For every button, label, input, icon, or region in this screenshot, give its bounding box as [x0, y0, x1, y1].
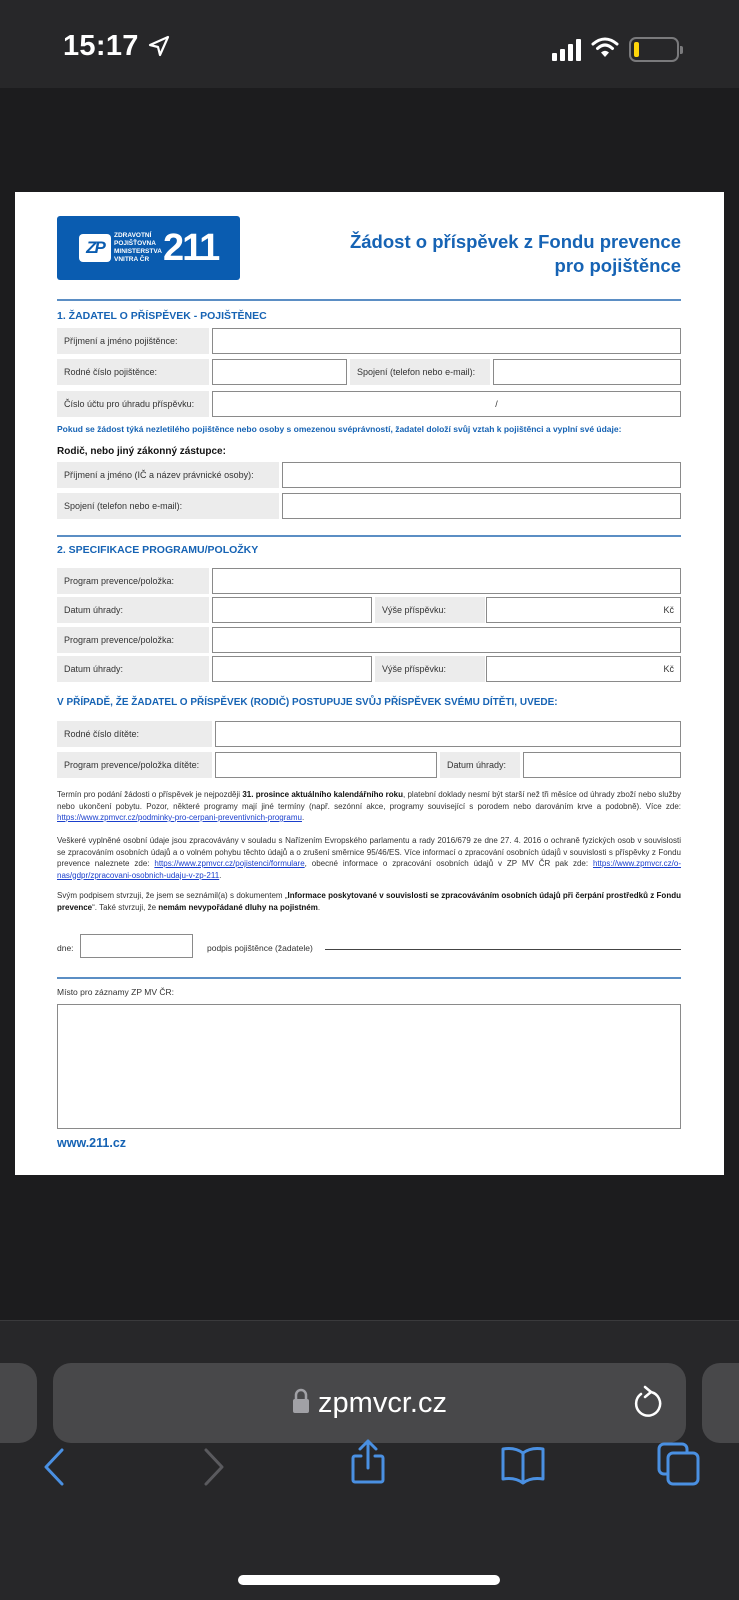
- lock-icon: [292, 1388, 310, 1419]
- programs-link[interactable]: https://www.zpmvcr.cz/podminky-pro-cerpani-preventivnich-programu: [57, 813, 302, 822]
- document-title: Žádost o příspěvek z Fondu prevence pro pojištěnce: [349, 231, 681, 276]
- address-bar[interactable]: [53, 1363, 686, 1443]
- divider: [57, 299, 681, 301]
- records-field[interactable]: [57, 1004, 681, 1129]
- forms-link[interactable]: https://www.zpmvcr.cz/pojistenci/formulare: [154, 859, 305, 868]
- child-program-label: Program prevence/položka dítěte:: [57, 752, 212, 778]
- next-tab-peek[interactable]: [702, 1363, 739, 1443]
- wifi-icon: [591, 36, 619, 63]
- bookmarks-icon[interactable]: [499, 1445, 547, 1490]
- contact-label: Spojení (telefon nebo e-mail):: [350, 359, 490, 385]
- child-birth-label: Rodné číslo dítěte:: [57, 721, 212, 747]
- guardian-note: Pokud se žádost týká nezletilého pojištěnce nebo osoby s omezenou svéprávností, žadatel doloží svůj vztah k pojištěnci a vyplní své údaje:: [57, 424, 622, 434]
- logo-text: ZDRAVOTNÍ POJIŠŤOVNA MINISTERSTVA VNITRA ČR: [114, 232, 162, 263]
- logo-number: 211: [163, 227, 219, 269]
- amount-label: Výše příspěvku:: [375, 597, 485, 623]
- date-label: dne:: [57, 943, 74, 953]
- birth-number-field[interactable]: [212, 359, 347, 385]
- footer-url[interactable]: www.211.cz: [57, 1136, 127, 1150]
- guardian-name-label: Příjmení a jméno (IČ a název právnické osoby):: [57, 462, 279, 488]
- gdpr-paragraph: Veškeré vyplněné osobní údaje jsou zpracovávány v souladu s Nařízením Evropského parlamentu a rady 2016/679 ze dne 27. 4. 2016 o ochraně fyzických osob v souvislosti se zpracováním osobních údajů a o volném pohybu těchto údajů a o zrušení směrnice 95/46/ES. Více informací o zpracování osobních údajů v souvislosti s příspěvky z Fondu prevence naleznete zde: https://www.zpmvcr.cz/pojistenci/formulare, obecné informace o zpracování osobních údajů v ZP MV ČR pak zde: https://www.zpmvcr.cz/o-nas/gdpr/zpracovani-osobnich-udaju-v-zp-211.: [57, 836, 681, 880]
- child-program-field[interactable]: [215, 752, 437, 778]
- zp-logo-mark: ZP: [79, 234, 111, 262]
- birth-number-label: Rodné číslo pojištěnce:: [57, 359, 209, 385]
- zp-logo: [57, 216, 240, 280]
- back-icon[interactable]: [42, 1447, 66, 1492]
- sign-date-field[interactable]: [80, 934, 193, 958]
- program-field[interactable]: [212, 627, 681, 653]
- previous-tab-peek[interactable]: [0, 1363, 37, 1443]
- child-birth-field[interactable]: [215, 721, 681, 747]
- account-field[interactable]: [212, 391, 681, 417]
- payment-date-field[interactable]: [212, 656, 372, 682]
- gdpr-link[interactable]: https://www.zpmvcr.cz/o-nas/gdpr/zpracovani-osobnich-udaju-v-zp-211: [57, 859, 681, 880]
- program-label: Program prevence/položka:: [57, 568, 209, 594]
- program-label: Program prevence/položka:: [57, 627, 209, 653]
- forward-icon[interactable]: [202, 1447, 226, 1492]
- currency-label: Kč: [663, 664, 674, 674]
- pdf-viewport[interactable]: [0, 88, 739, 1320]
- name-label: Příjmení a jméno pojištěnce:: [57, 328, 209, 354]
- signature-label: podpis pojištěnce (žadatele): [207, 943, 313, 953]
- deadline-paragraph: Termín pro podání žádosti o příspěvek je nejpozději 31. prosince aktuálního kalendářního roku, platební doklady nesmí být starší než tři měsíce od úhrady zboží nebo služby nebo ukončení pobytu. Pozor, některé programy mají jiné termíny (např. sezónní akce, programy související s porodem nebo darováním krve a podobně). Více zde: https://www.zpmvcr.cz/podminky-pro-cerpani-preventivnich-programu.: [57, 790, 681, 822]
- status-bar: [0, 0, 739, 88]
- divider: [57, 535, 681, 537]
- amount-field[interactable]: [486, 656, 681, 682]
- safari-toolbar: [0, 1320, 739, 1600]
- guardian-heading: Rodič, nebo jiný zákonný zástupce:: [57, 446, 226, 457]
- share-icon[interactable]: [349, 1438, 389, 1491]
- program-field[interactable]: [212, 568, 681, 594]
- location-arrow-icon: [148, 35, 170, 62]
- divider: [57, 977, 681, 979]
- payment-date-field[interactable]: [212, 597, 372, 623]
- currency-label: Kč: [663, 605, 674, 615]
- account-label: Číslo účtu pro úhradu příspěvku:: [57, 391, 209, 417]
- amount-field[interactable]: [486, 597, 681, 623]
- contact-field[interactable]: [493, 359, 681, 385]
- child-date-field[interactable]: [523, 752, 681, 778]
- section3-heading: V PŘÍPADĚ, ŽE ŽADATEL O PŘÍSPĚVEK (RODIČ) POSTUPUJE SVŮJ PŘÍSPĚVEK SVÉMU DÍTĚTI, UVEDE:: [57, 697, 558, 708]
- declaration-paragraph: Svým podpisem stvrzuji, že jsem se seznámil(a) s dokumentem „Informace poskytované v souvislosti se zpracováváním osobních údajů při čerpání prostředků z Fondu prevence“. Také stvrzuji, že nemám nevypořádané dluhy na pojistném.: [57, 891, 681, 912]
- payment-date-label: Datum úhrady:: [57, 597, 209, 623]
- account-separator: /: [495, 399, 498, 409]
- section1-heading: 1. ŽADATEL O PŘÍSPĚVEK - POJIŠTĚNEC: [57, 310, 267, 322]
- signature-line[interactable]: [325, 949, 681, 950]
- home-indicator[interactable]: [238, 1575, 500, 1585]
- status-time: 15:17: [63, 30, 139, 62]
- url-text: zpmvcr.cz: [318, 1386, 447, 1419]
- guardian-contact-label: Spojení (telefon nebo e-mail):: [57, 493, 279, 519]
- tabs-icon[interactable]: [656, 1441, 702, 1492]
- guardian-contact-field[interactable]: [282, 493, 681, 519]
- payment-date-label: Datum úhrady:: [57, 656, 209, 682]
- cellular-signal-icon: [552, 39, 581, 61]
- name-field[interactable]: [212, 328, 681, 354]
- guardian-name-field[interactable]: [282, 462, 681, 488]
- reload-icon[interactable]: [632, 1385, 664, 1424]
- battery-low-icon: [629, 37, 679, 62]
- child-date-label: Datum úhrady:: [440, 752, 520, 778]
- records-label: Místo pro záznamy ZP MV ČR:: [57, 987, 174, 997]
- amount-label: Výše příspěvku:: [375, 656, 485, 682]
- section2-heading: 2. SPECIFIKACE PROGRAMU/POLOŽKY: [57, 544, 259, 556]
- pdf-page: [15, 192, 724, 1175]
